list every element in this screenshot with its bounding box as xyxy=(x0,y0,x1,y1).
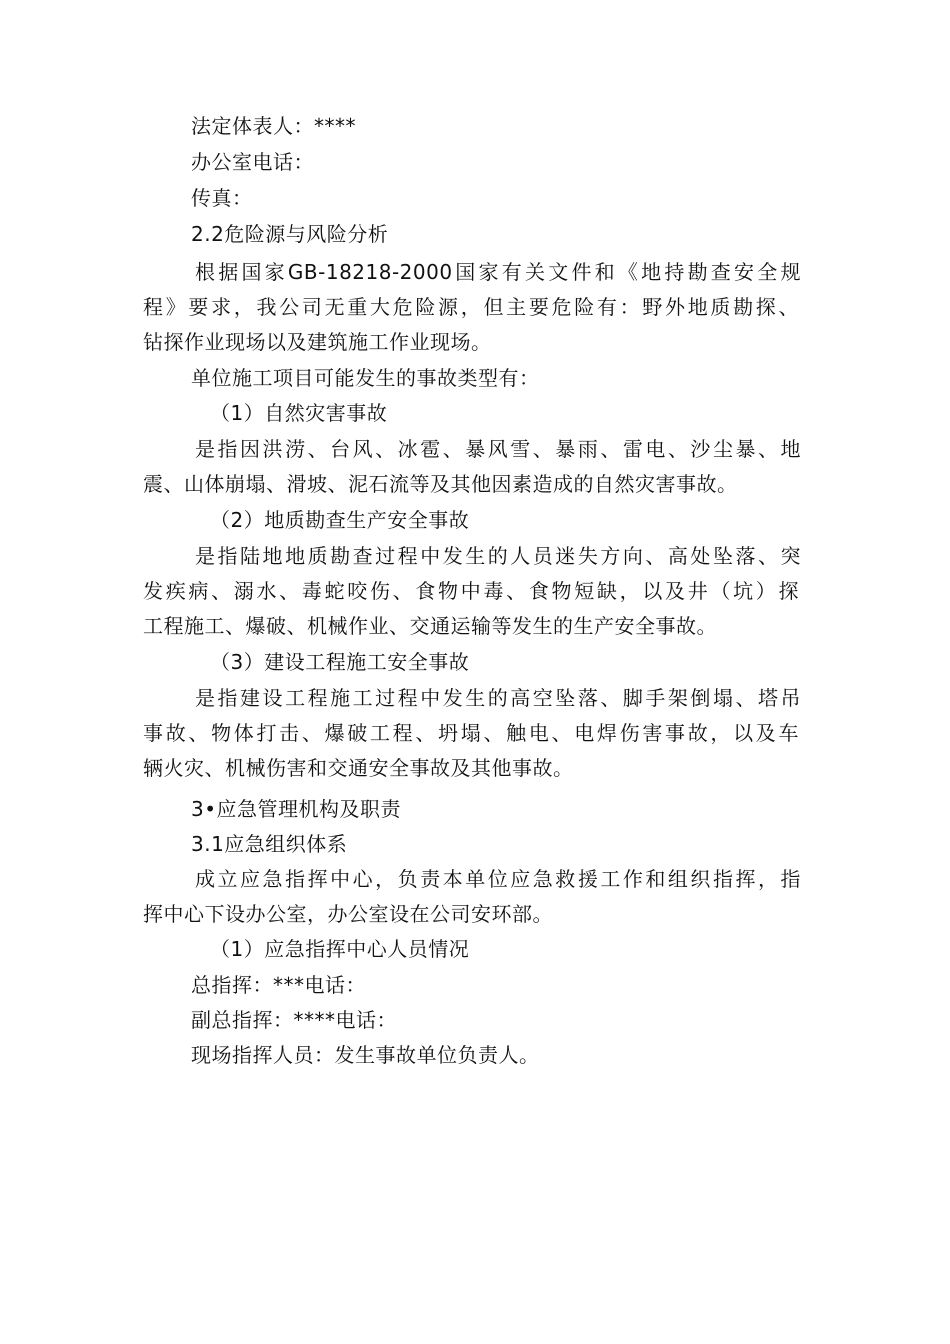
section-heading-3: 3•应急管理机构及职责 xyxy=(191,797,402,821)
deputy-commander-line: 副总指挥：****电话： xyxy=(191,1008,397,1032)
commander-line: 总指挥：***电话： xyxy=(191,973,366,997)
office-phone-line: 办公室电话： xyxy=(191,150,314,174)
paragraph-line: 根据国家GB-18218-2000国家有关文件和《地持勘查安全规 xyxy=(195,260,801,284)
paragraph-line: 是指因洪涝、台风、冰雹、暴风雪、暴雨、雷电、沙尘暴、地 xyxy=(195,437,801,461)
paragraph-line: 钻探作业现场以及建筑施工作业现场。 xyxy=(143,330,492,354)
section-heading-2-2: 2.2危险源与风险分析 xyxy=(191,222,389,246)
legal-representative-line: 法定体表人：**** xyxy=(191,114,356,138)
subheading-construction-safety: （3）建设工程施工安全事故 xyxy=(210,650,470,674)
subheading-natural-disaster: （1）自然灾害事故 xyxy=(210,401,388,425)
paragraph-line: 程》要求，我公司无重大危险源，但主要危险有：野外地质勘探、 xyxy=(143,295,799,319)
field-commander-line: 现场指挥人员：发生事故单位负责人。 xyxy=(191,1043,540,1067)
paragraph-line: 是指陆地地质勘查过程中发生的人员迷失方向、高处坠落、突 xyxy=(195,544,801,568)
paragraph-line: 是指建设工程施工过程中发生的高空坠落、脚手架倒塌、塔吊 xyxy=(195,686,801,710)
paragraph-line: 事故、物体打击、爆破工程、坍塌、触电、电焊伤害事故，以及车 xyxy=(143,721,799,745)
paragraph-line: 震、山体崩塌、滑坡、泥石流等及其他因素造成的自然灾害事故。 xyxy=(143,472,738,496)
subheading-geological-survey: （2）地质勘查生产安全事故 xyxy=(210,508,470,532)
paragraph-line: 工程施工、爆破、机械作业、交通运输等发生的生产安全事故。 xyxy=(143,614,717,638)
paragraph-line: 发疾病、溺水、毒蛇咬伤、食物中毒、食物短缺，以及井（坑）探 xyxy=(143,579,799,603)
subheading-command-center-staff: （1）应急指挥中心人员情况 xyxy=(210,937,470,961)
accident-types-intro: 单位施工项目可能发生的事故类型有： xyxy=(191,366,540,390)
section-heading-3-1: 3.1应急组织体系 xyxy=(191,832,348,856)
fax-line: 传真： xyxy=(191,186,253,210)
paragraph-line: 辆火灾、机械伤害和交通安全事故及其他事故。 xyxy=(143,756,574,780)
paragraph-line: 成立应急指挥中心，负责本单位应急救援工作和组织指挥，指 xyxy=(195,867,801,891)
paragraph-line: 挥中心下设办公室，办公室设在公司安环部。 xyxy=(143,902,553,926)
